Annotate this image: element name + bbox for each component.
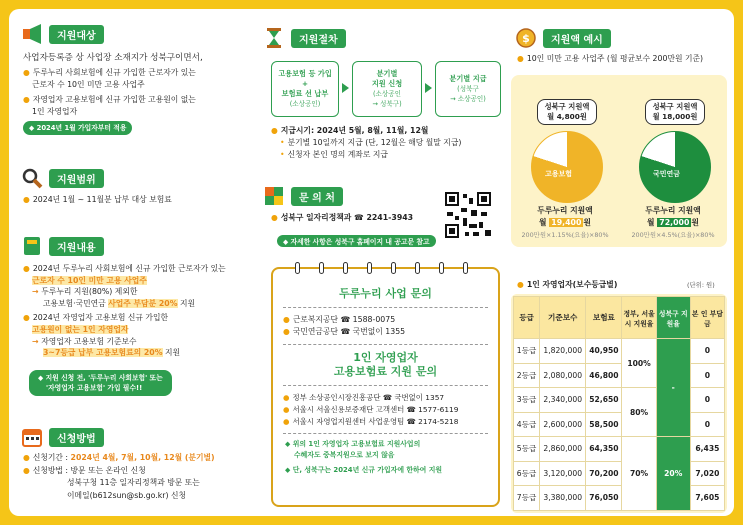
inquiry-line3: 정부 소상공인시장진흥공단 ☎ 국번없이 1357 xyxy=(292,393,445,402)
grade-table xyxy=(513,296,725,511)
section-header-contact xyxy=(263,185,343,207)
cell: 6,435 xyxy=(690,437,724,462)
notepad-list-1: ● 근로복지공단 ☎ 1588-0075 ● 국민연금공단 ☎ 국번없이 1355 xyxy=(283,315,406,336)
contact-pill-text: 자세한 사항은 성북구 홈페이지 내 공고문 참고 xyxy=(290,238,430,246)
table-row xyxy=(514,486,725,511)
apply-period-label: 신청기간 : xyxy=(32,453,71,462)
section-title: 지원대상 xyxy=(49,25,104,44)
content-a1-line1: 두루누리 지원(80%) 제외한 xyxy=(41,287,138,297)
cell: 3,380,000 xyxy=(540,486,586,511)
cell: 0 xyxy=(690,388,724,413)
content-pill: ◆ 지원 신청 전, '두루누리 사회보험' 또는 '자영업자 고용보험' 가입 필수!! xyxy=(29,370,172,396)
cell: 4등급 xyxy=(514,412,540,437)
chart1-r3: 200만원×1.15%(요율)×80% xyxy=(521,231,609,239)
section-header-target xyxy=(21,23,104,45)
section-title: 문 의 처 xyxy=(291,187,343,206)
chart2-r1: 두루누리 지원액 xyxy=(645,206,701,215)
book-icon xyxy=(21,235,43,257)
table-row xyxy=(514,461,725,486)
chart1-caption xyxy=(537,99,597,125)
coin-icon xyxy=(515,27,537,49)
apply-bullets: ● 신청기간 : 2024년 4월, 7월, 10월, 12월 (분기별) ● 신청방법 : 방문 또는 온라인 신청 성북구청 11층 일자리정책과 방문 또는 이메일(b612sun@sb.go.kr) 신청 xyxy=(23,452,253,502)
cell: 52,650 xyxy=(586,388,622,413)
chart1-result xyxy=(511,205,619,241)
megaphone-icon xyxy=(21,23,43,45)
content-a2-highlight: 3~7등급 납부 고용보험료의 20% xyxy=(43,348,163,358)
chart1-slice-label: 고용보험 xyxy=(545,170,573,178)
th-sb: 성북구 지원율 xyxy=(656,297,690,339)
section-header-content xyxy=(21,235,104,257)
sb-rate: 20% xyxy=(656,437,690,511)
chart1-pie xyxy=(531,131,603,203)
table-title: ● 1인 자영업자(보수등급별) xyxy=(517,280,618,289)
section-header-example xyxy=(515,27,611,49)
target-b1-line2: 근로자 수 10인 미만 고용 사업주 xyxy=(32,80,145,89)
th-grade: 등급 xyxy=(514,297,540,339)
chart2-r2pre: 월 xyxy=(647,218,658,227)
cell: 1,820,000 xyxy=(540,339,586,364)
notepad-title-2b: 고용보험료 지원 문의 xyxy=(333,365,438,378)
step1-sub: (소상공인) xyxy=(289,100,321,108)
th-gov: 정부, 서울시 지원율 xyxy=(622,297,656,339)
chart2-cap2: 월 18,000원 xyxy=(652,112,698,121)
apply-email: 이메일(b612sun@sb.go.kr) 신청 xyxy=(67,490,187,500)
table-title-text: 1인 자영업자(보수등급별) xyxy=(526,280,618,289)
content-b1-line2: 근로자 수 10인 미만 고용 사업주 xyxy=(32,275,147,285)
section-header-scope xyxy=(21,167,104,189)
target-b2-line1: 자영업자 고용보험에 신규 가입한 고용원이 없는 xyxy=(32,95,196,104)
chart2-r2post: 원 xyxy=(691,218,699,227)
cell: 2,860,000 xyxy=(540,437,586,462)
chart1-r2val: 19,400 xyxy=(551,218,582,227)
note1-line1: 위의 1인 자영업자 고용보험료 지원사업의 xyxy=(292,440,421,448)
content-b2-line1: 2024년 자영업자 고용보험 신규 가입한 xyxy=(32,313,169,323)
cell: 6등급 xyxy=(514,461,540,486)
arrow-right-icon xyxy=(342,83,349,93)
payment-period: 지급시기: 2024년 5월, 8월, 11월, 12월 xyxy=(280,126,429,135)
th-self: 본 인 부담금 xyxy=(690,297,724,339)
cell: 0 xyxy=(690,339,724,364)
content-a2-line1: 자영업자 고용보험 기준보수 xyxy=(41,336,137,346)
cell: 5등급 xyxy=(514,437,540,462)
section-title: 지원내용 xyxy=(49,237,104,256)
contact-pill: ◆ 자세한 사항은 성북구 홈페이지 내 공고문 참고 xyxy=(277,229,436,248)
content-b2-line2: 고용원이 없는 1인 자영업자 xyxy=(32,324,129,334)
step2-sub1: (소상공인 xyxy=(372,90,402,98)
cell: 2,340,000 xyxy=(540,388,586,413)
table-row xyxy=(514,388,725,413)
target-bullets: ● 두루누리 사회보험에 신규 가입한 근로자가 있는 근로자 수 10인 미만 고용 사업주 ● 자영업자 고용보험에 신규 가입한 고용원이 없는 1인 자영업자 ◆ 2024년 1월 가입자부터 적용 xyxy=(23,67,243,135)
cell: 2등급 xyxy=(514,363,540,388)
procedure-step-2 xyxy=(352,61,422,117)
target-b1-line1: 두루누리 사회보험에 신규 가입한 근로자가 있는 xyxy=(32,68,196,77)
notepad-notes: ◆ 위의 1인 자영업자 고용보험료 지원사업의 수혜자도 중복지원으로 보지 않음 ◆ 단, 성북구는 2024년 신규 가입자에 한하여 지원 xyxy=(273,439,498,476)
apply-period-value: 2024년 4월, 7월, 10월, 12월 (분기별) xyxy=(70,453,215,462)
scope-text: 2024년 1월 ~ 11월분 납부 대상 보험료 xyxy=(32,195,172,204)
note2: 단, 성북구는 2024년 신규 가입자에 한하여 지원 xyxy=(292,466,443,474)
procedure-bullets: ● 지급시기: 2024년 5월, 8월, 11월, 12월 • 분기별 10일까지 지급 (단, 12월은 해당 월말 지급) • 신청자 본인 명의 계좌로 지급 xyxy=(271,126,462,159)
section-title: 지원액 예시 xyxy=(543,29,611,48)
cell: 76,050 xyxy=(586,486,622,511)
inquiry-line5: 서울시 자영업지원센터 사업운영팀 ☎ 2174-5218 xyxy=(292,417,459,426)
hourglass-icon xyxy=(263,27,285,49)
cell: 2,080,000 xyxy=(540,363,586,388)
table-row xyxy=(514,339,725,364)
apply-method: 신청방법 : 방문 또는 온라인 신청 xyxy=(32,465,146,475)
table-row xyxy=(514,437,725,462)
scope-bullet: ● 2024년 1월 ~ 11월분 납부 대상 보험료 xyxy=(23,195,172,204)
gov-rate: 100% xyxy=(622,339,656,388)
cell: 7,605 xyxy=(690,486,724,511)
table-row xyxy=(514,363,725,388)
step1-line2: 보험료 선 납부 xyxy=(281,89,329,98)
step3-line1: 분기별 지급 xyxy=(449,74,487,83)
inquiry-line2: 국민연금공단 ☎ 국번없이 1355 xyxy=(292,327,406,336)
chart2-result xyxy=(619,205,727,241)
inquiry-line1: 근로복지공단 ☎ 1588-0075 xyxy=(292,315,396,324)
section-title: 지원절차 xyxy=(291,29,346,48)
chart2-slice-label: 국민연금 xyxy=(653,170,681,178)
cell: 58,500 xyxy=(586,412,622,437)
notepad-title-1: 두루누리 사업 문의 xyxy=(339,287,432,300)
contact-phone: 성북구 일자리정책과 ☎ 2241-3943 xyxy=(280,213,414,222)
example-panel xyxy=(511,75,727,247)
section-title: 신청방법 xyxy=(49,428,104,447)
section-title: 지원범위 xyxy=(49,169,104,188)
th-premium: 보험료 xyxy=(586,297,622,339)
apply-visit: 성북구청 11층 일자리정책과 방문 또는 xyxy=(67,478,200,487)
gov-rate: 80% xyxy=(622,388,656,437)
example-sub: ● 10인 미만 고용 사업주 (월 평균보수 200만원 기준) xyxy=(517,54,704,63)
example-subtitle: 10인 미만 고용 사업주 (월 평균보수 200만원 기준) xyxy=(526,54,704,63)
svg-text:$: $ xyxy=(522,32,530,45)
content-pill-line1: 지원 신청 전, '두루누리 사회보험' 또는 xyxy=(45,374,163,382)
cell: 3,120,000 xyxy=(540,461,586,486)
cell: 7,020 xyxy=(690,461,724,486)
chart1-r2post: 원 xyxy=(583,218,591,227)
target-pill-text: 2024년 1월 가입자부터 적용 xyxy=(36,124,127,132)
sb-rate: - xyxy=(656,339,690,437)
notepad-title-2a: 1인 자영업자 xyxy=(353,351,418,364)
step2-line1: 분기별 xyxy=(376,69,398,78)
note1-line2: 수혜자도 중복지원으로 보지 않음 xyxy=(294,451,395,459)
grade-table-wrap xyxy=(511,294,727,513)
cell: 0 xyxy=(690,412,724,437)
inquiry-line4: 서울시 서울신용보증재단 고객센터 ☎ 1577-6119 xyxy=(292,405,459,414)
chart2-pie xyxy=(639,131,711,203)
cell: 46,800 xyxy=(586,363,622,388)
cell: 2,600,000 xyxy=(540,412,586,437)
chart2-cap1: 성북구 지원액 xyxy=(652,102,698,111)
target-lead: 사업자등록증 상 사업장 소재지가 성북구이면서, xyxy=(23,53,203,63)
notepad-title-2 xyxy=(273,351,498,379)
target-pill: ◆ 2024년 1월 가입자부터 적용 xyxy=(23,121,132,135)
section-header-apply xyxy=(21,426,104,448)
cell: 64,350 xyxy=(586,437,622,462)
qr-code-icon[interactable] xyxy=(443,190,493,240)
cell: 1등급 xyxy=(514,339,540,364)
cell: 0 xyxy=(690,363,724,388)
chart1-r2pre: 월 xyxy=(539,218,550,227)
cell: 70,200 xyxy=(586,461,622,486)
inquiry-notepad xyxy=(271,267,500,507)
cell: 40,950 xyxy=(586,339,622,364)
payment-note2: 신청자 본인 명의 계좌로 지급 xyxy=(287,150,388,159)
payment-note1: 분기별 10일까지 지급 (단, 12월은 해당 월말 지급) xyxy=(287,138,462,147)
content-bullets: ● 2024년 두루누리 사회보험에 신규 가입한 근로자가 있는 근로자 수 10인 미만 고용 사업주 → 두루누리 지원(80%) 제외한 고용보험·국민연금 사업주 부담분 20% 지원 ● 2024년 자영업자 고용보험 신규 가입한 고용원이 없는 1인 자영업자 → 자영업자 고용보험 기준보수 3~7등급 납부 고용보험료의 20% 지원 xyxy=(23,264,226,358)
chart1-r1: 두루누리 지원액 xyxy=(537,206,593,215)
content-a1-post: 지원 xyxy=(177,298,196,308)
procedure-step-1 xyxy=(271,61,339,117)
step2-sub2: → 성북구) xyxy=(372,100,402,108)
section-header-procedure xyxy=(263,27,346,49)
notepad-list-2: ● 정부 소상공인시장진흥공단 ☎ 국번없이 1357 ● 서울시 서울신용보증재단 고객센터 ☎ 1577-6119 ● 서울시 자영업지원센터 사업운영팀 ☎ 2174-5218 xyxy=(283,393,459,426)
chart1-cap2: 월 4,800원 xyxy=(547,112,587,121)
arrow-right-icon xyxy=(425,83,432,93)
magnifier-icon xyxy=(21,167,43,189)
content-a2-post: 지원 xyxy=(162,348,181,358)
step3-sub2: → 소상공인) xyxy=(450,95,486,103)
cell: 7등급 xyxy=(514,486,540,511)
brochure-page xyxy=(9,9,734,516)
content-a1-pre: 고용보험·국민연금 xyxy=(43,298,109,308)
procedure-step-3 xyxy=(435,61,501,117)
chart2-r2val: 72,000 xyxy=(659,218,690,227)
chart2-caption xyxy=(645,99,705,125)
target-b2-line2: 1인 자영업자 xyxy=(32,107,78,116)
step1-line1: 고용보험 등 가입 xyxy=(278,69,332,78)
chart1-cap1: 성북구 지원액 xyxy=(544,102,590,111)
table-header-row xyxy=(514,297,725,339)
calendar-icon xyxy=(21,426,43,448)
content-a1-highlight: 사업주 부담분 20% xyxy=(108,298,178,308)
th-base: 기준보수 xyxy=(540,297,586,339)
step3-sub1: (성북구 xyxy=(457,85,479,93)
step2-line2: 지원 신청 xyxy=(371,79,403,88)
step1-plus: + xyxy=(301,79,309,88)
content-b1-line1: 2024년 두루누리 사회보험에 신규 가입한 근로자가 있는 xyxy=(32,264,226,273)
gov-rate: 70% xyxy=(622,437,656,511)
content-pill-line2: '자영업자 고용보험' 가입 필수!! xyxy=(46,384,143,392)
table-row xyxy=(514,412,725,437)
contact-bullet: ● 성북구 일자리정책과 ☎ 2241-3943 xyxy=(271,213,414,222)
cell: 3등급 xyxy=(514,388,540,413)
chart2-r3: 200만원×4.5%(요율)×80% xyxy=(631,231,715,239)
table-unit: (단위: 원) xyxy=(687,281,715,289)
puzzle-icon xyxy=(263,185,285,207)
